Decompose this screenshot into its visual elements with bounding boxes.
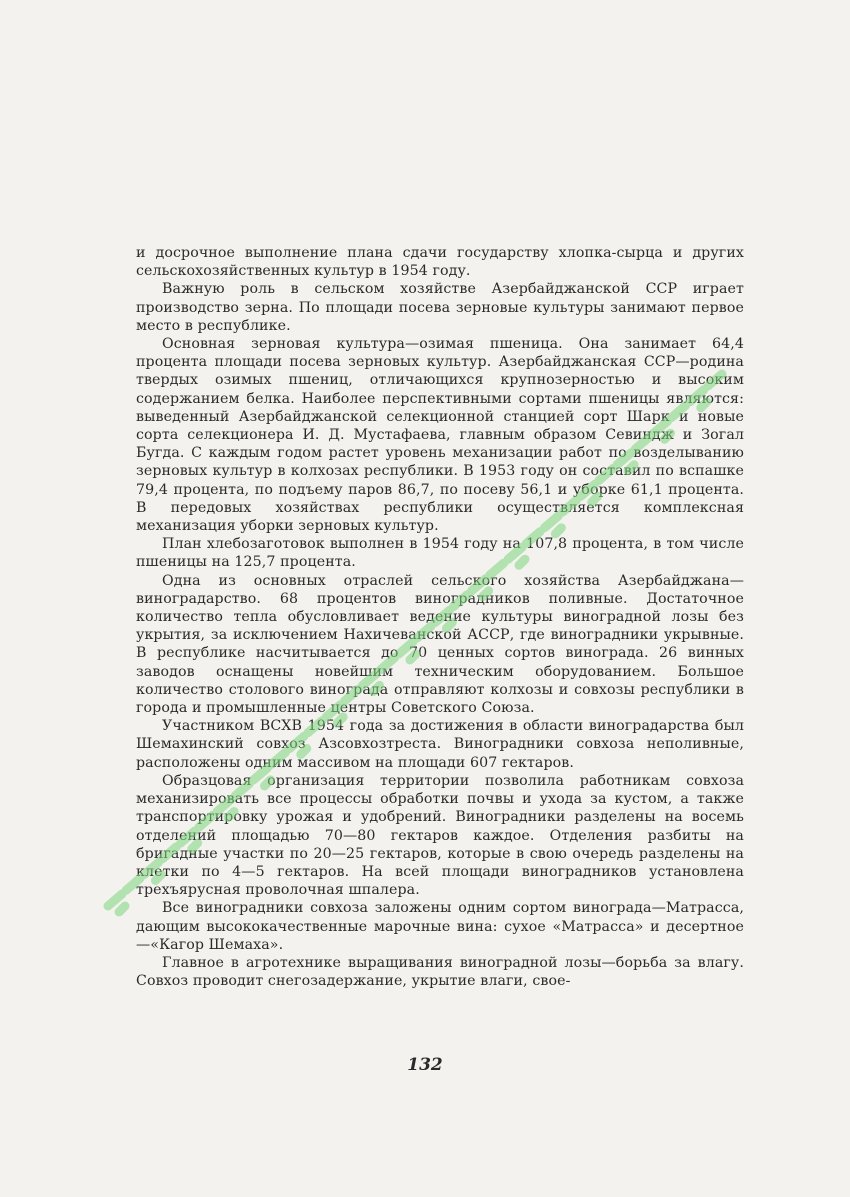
paragraph-4: План хлебозаготовок выполнен в 1954 году на 107,8 процента, в том числе пшеницы на 125,7 процента. <box>136 536 744 571</box>
paragraph-8: Все виноградники совхоза заложены одним сортом винограда—Матрасса, дающим высококачественные марочные вина: сухое «Матрасса» и десертное—«Кагор Шемаха». <box>136 900 744 953</box>
paragraph-6: Участником ВСХВ 1954 года за достижения в области виноградарства был Шемахинский совхоз Азсовхозтреста. Виноградники совхоза неполивные, расположены одним массивом на площади 607 гектаров. <box>136 718 744 771</box>
page-number: 132 <box>407 1055 443 1075</box>
watermark-stroke <box>108 894 122 906</box>
paragraph-7: Образцовая организация территории позволила работникам совхоза механизировать все процессы обработки почвы и ухода за кустом, а также транспортировку урожая и удобрений. Виноградники разделены на восемь отделений площадью 70—80 гектаров каждое. Отделения разбиты на бригадные участки по 20—25 гектаров, которые в свою очередь разделены на клетки по 4—5 гектаров. На всей площади виноградников установлена трехъярусная проволочная шпалера. <box>136 772 744 899</box>
paragraph-9: Главное в агротехнике выращивания виноградной лозы—борьба за влагу. Совхоз проводит снегозадержание, укрытие влаги, свое- <box>136 954 744 990</box>
body-text <box>136 244 744 990</box>
paragraph-1: и досрочное выполнение плана сдачи государству хлопка-сырца и других сельскохозяйственных культур в 1954 году. <box>136 245 744 280</box>
paragraph-5: Одна из основных отраслей сельского хозяйства Азербайджана—виноградарство. 68 процентов виноградников поливные. Достаточное количество тепла обусловливает ведение культуры виноградной лозы без укрытия, за исключением Нахичеванской АССР, где виноградники укрывные. В республике насчитывается до 70 ценных сортов винограда. 26 винных заводов оснащены новейшим техническим оборудованием. Большое количество столового винограда отправляют колхозы и совхозы республики в города и промышленные центры Советского Союза. <box>136 572 744 717</box>
watermark-stroke <box>119 906 125 912</box>
paragraph-3: Основная зерновая культура—озимая пшеница. Она занимает 64,4 процента площади посева зерновых культур. Азербайджанская ССР—родина твердых озимых пшениц, отличающихся крупнозерностью и высоким содержанием белка. Наиболее перспективными сортами пшеницы являются: выведенный Азербайджанской селекционной станцией сорт Шарк и новые сорта селекционера И. Д. Мустафаева, главным образом Севиндж и Зогал Бугда. С каждым годом растет уровень механизации работ по возделыванию зерновых культур в колхозах республики. В 1953 году он составил по вспашке 79,4 процента, по подъему паров 86,7, по посеву 56,1 и уборке 61,1 процента. В передовых хозяйствах республики осуществляется комплексная механизация уборки зерновых культур. <box>136 336 744 535</box>
paragraph-2: Важную роль в сельском хозяйстве Азербайджанской ССР играет производство зерна. По площади посева зерновые культуры занимают первое место в республике. <box>136 281 744 334</box>
